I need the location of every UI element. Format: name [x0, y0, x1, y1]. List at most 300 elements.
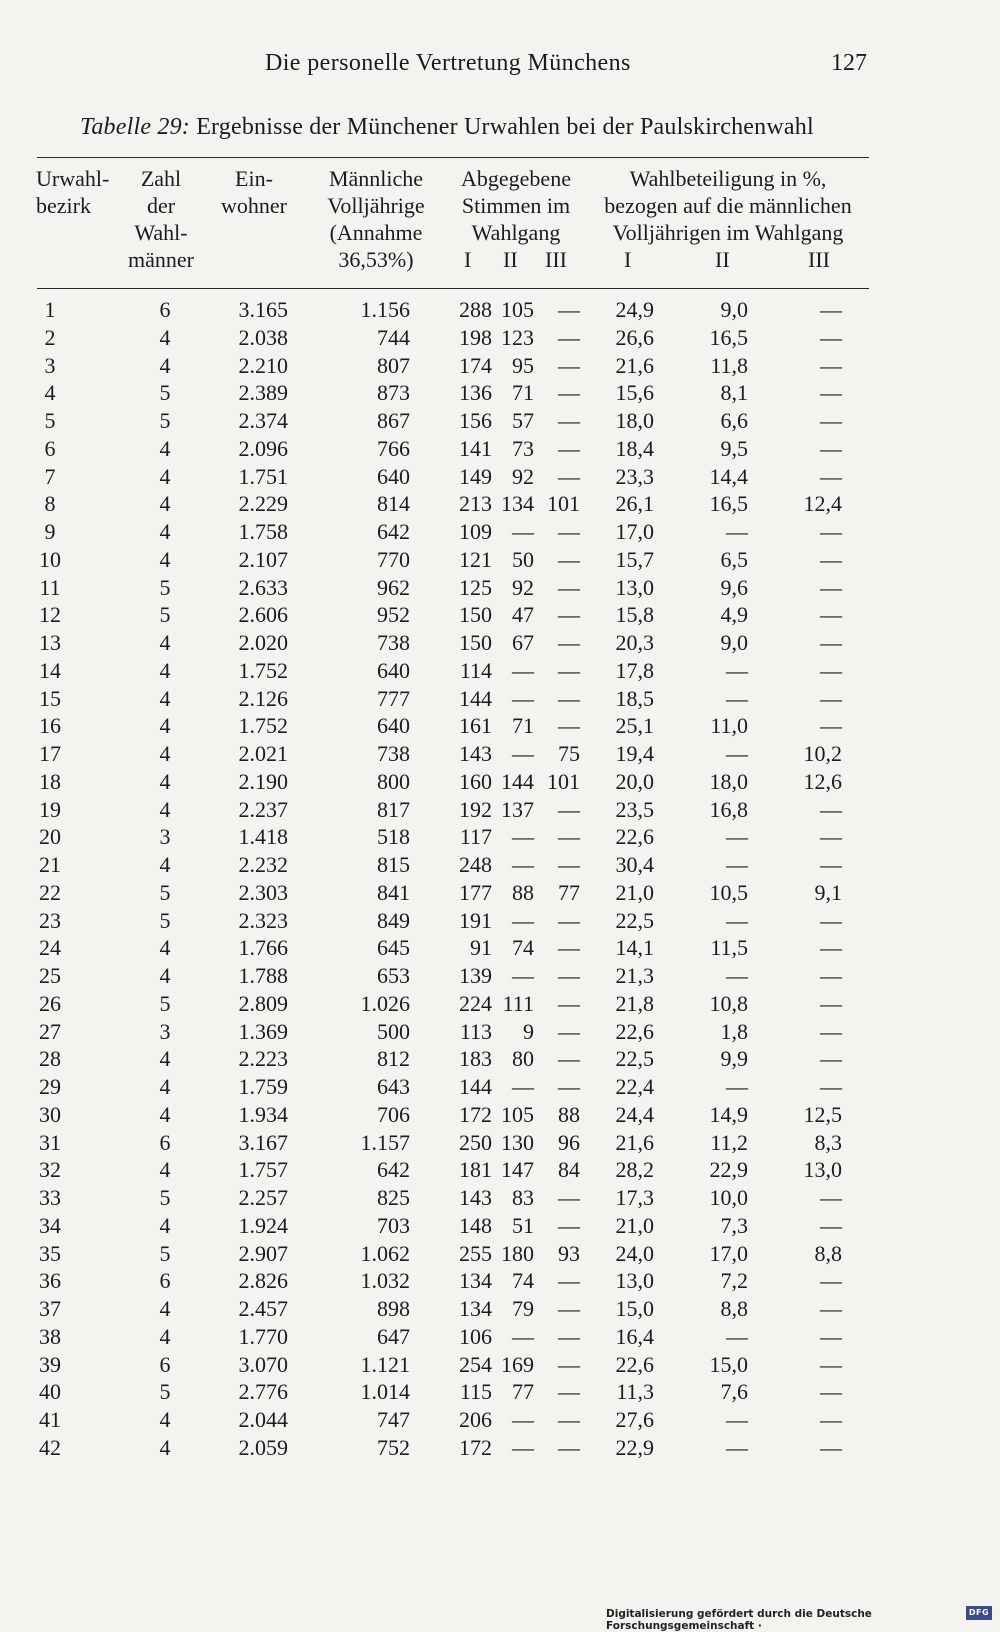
cell-zahl-wahlmaenner: 5 — [159, 602, 171, 628]
table-row — [0, 685, 1000, 713]
cell-beteiligung-iii: — — [820, 1323, 842, 1349]
cell-stimmen-i: 224 — [459, 990, 492, 1016]
cell-stimmen-i: 117 — [459, 824, 492, 850]
cell-zahl-wahlmaenner: 4 — [159, 491, 171, 517]
cell-maennliche-volljaehrige: 706 — [377, 1101, 410, 1127]
cell-stimmen-i: 141 — [459, 435, 492, 461]
cell-beteiligung-ii: — — [726, 852, 748, 877]
cell-beteiligung-iii: — — [820, 602, 842, 628]
cell-urwahlbezirk: 5 — [44, 408, 56, 433]
cell-einwohner: 2.020 — [238, 630, 288, 655]
cell-zahl-wahlmaenner: 4 — [159, 741, 171, 766]
cell-stimmen-i: 115 — [459, 1379, 492, 1405]
table-row — [0, 796, 1000, 824]
cell-zahl-wahlmaenner: 5 — [159, 1185, 171, 1210]
cell-stimmen-iii: — — [558, 602, 580, 628]
cell-maennliche-volljaehrige: 817 — [377, 796, 410, 822]
cell-urwahlbezirk: 40 — [39, 1379, 61, 1405]
cell-einwohner: 1.758 — [238, 519, 288, 544]
cell-stimmen-iii: — — [558, 352, 580, 378]
table-row — [0, 296, 1000, 324]
cell-maennliche-volljaehrige: 766 — [377, 435, 410, 461]
table-row — [0, 1212, 1000, 1240]
table-row — [0, 1267, 1000, 1295]
cell-beteiligung-iii: — — [820, 546, 842, 572]
table-row — [0, 1434, 1000, 1462]
cell-einwohner: 2.389 — [238, 380, 288, 406]
cell-einwohner: 2.374 — [238, 408, 288, 433]
table-row — [0, 851, 1000, 879]
cell-urwahlbezirk: 18 — [39, 768, 61, 794]
cell-stimmen-iii: — — [558, 685, 580, 711]
cell-urwahlbezirk: 39 — [39, 1351, 61, 1377]
cell-beteiligung-iii: 12,5 — [803, 1101, 842, 1127]
cell-beteiligung-i: 30,4 — [615, 852, 654, 877]
table-row — [0, 1018, 1000, 1046]
cell-einwohner: 1.757 — [238, 1157, 288, 1183]
cell-stimmen-iii: — — [558, 1212, 580, 1238]
header-line: bezogen auf die männlichen — [604, 193, 852, 218]
cell-beteiligung-i: 21,6 — [615, 352, 654, 378]
cell-stimmen-ii: 83 — [512, 1185, 534, 1210]
cell-beteiligung-ii: 6,5 — [720, 546, 748, 572]
cell-stimmen-iii: — — [558, 935, 580, 961]
table-row — [0, 1406, 1000, 1434]
cell-stimmen-iii: — — [558, 574, 580, 600]
cell-stimmen-iii: 84 — [558, 1157, 580, 1183]
cell-urwahlbezirk: 27 — [39, 1018, 61, 1044]
cell-beteiligung-iii: 12,6 — [803, 768, 842, 794]
cell-beteiligung-iii: 8,3 — [814, 1129, 842, 1155]
cell-stimmen-i: 192 — [459, 796, 492, 822]
cell-einwohner: 1.759 — [238, 1074, 288, 1099]
cell-stimmen-ii: — — [512, 1434, 534, 1460]
cell-urwahlbezirk: 36 — [39, 1268, 61, 1294]
cell-maennliche-volljaehrige: 807 — [377, 352, 410, 378]
cell-einwohner: 2.096 — [238, 435, 288, 461]
table-row — [0, 518, 1000, 546]
table-row — [0, 879, 1000, 907]
cell-stimmen-i: 160 — [459, 768, 492, 794]
cell-stimmen-ii: 137 — [501, 796, 534, 822]
cell-zahl-wahlmaenner: 4 — [159, 796, 171, 822]
cell-stimmen-ii: 73 — [512, 435, 534, 461]
cell-urwahlbezirk: 35 — [39, 1240, 61, 1266]
cell-stimmen-ii: 77 — [512, 1379, 534, 1405]
cell-stimmen-iii: 93 — [558, 1240, 580, 1266]
cell-zahl-wahlmaenner: 5 — [159, 1379, 171, 1405]
cell-einwohner: 2.237 — [238, 796, 288, 822]
cell-beteiligung-ii: — — [726, 824, 748, 850]
cell-beteiligung-ii: 7,3 — [720, 1212, 748, 1238]
cell-stimmen-ii: 95 — [512, 352, 534, 378]
cell-maennliche-volljaehrige: 647 — [377, 1323, 410, 1349]
cell-urwahlbezirk: 3 — [44, 352, 56, 378]
cell-beteiligung-iii: 12,4 — [803, 491, 842, 517]
cell-stimmen-iii: 101 — [547, 491, 580, 517]
cell-stimmen-i: 248 — [459, 852, 492, 877]
cell-beteiligung-i: 22,6 — [615, 824, 654, 850]
cell-beteiligung-ii: — — [726, 907, 748, 933]
cell-beteiligung-i: 15,7 — [615, 546, 654, 572]
header-maennliche-volljaehrige — [316, 165, 436, 273]
cell-stimmen-iii: — — [558, 1351, 580, 1377]
cell-maennliche-volljaehrige: 642 — [377, 519, 410, 544]
cell-einwohner: 1.770 — [238, 1323, 288, 1349]
cell-stimmen-ii: 57 — [512, 408, 534, 433]
cell-stimmen-iii: — — [558, 1434, 580, 1460]
table-row — [0, 1323, 1000, 1351]
cell-zahl-wahlmaenner: 4 — [159, 1212, 171, 1238]
table-row — [0, 1156, 1000, 1184]
cell-zahl-wahlmaenner: 4 — [159, 1407, 171, 1432]
cell-stimmen-i: 206 — [459, 1407, 492, 1432]
cell-beteiligung-i: 17,8 — [615, 657, 654, 683]
cell-urwahlbezirk: 29 — [39, 1074, 61, 1099]
cell-einwohner: 2.633 — [238, 574, 288, 600]
header-line: 36,53%) — [338, 247, 414, 272]
cell-urwahlbezirk: 16 — [39, 713, 61, 739]
cell-beteiligung-ii: 9,9 — [720, 1046, 748, 1072]
cell-einwohner: 2.809 — [238, 990, 288, 1016]
header-line: männer — [128, 247, 194, 272]
cell-maennliche-volljaehrige: 640 — [377, 713, 410, 739]
cell-zahl-wahlmaenner: 4 — [159, 1296, 171, 1321]
cell-stimmen-ii: 50 — [512, 546, 534, 572]
cell-stimmen-iii: — — [558, 1074, 580, 1099]
header-beteiligung-wahlgang-ii: II — [715, 247, 730, 272]
table-caption-label: Tabelle 29: — [80, 114, 190, 140]
cell-urwahlbezirk: 20 — [39, 824, 61, 850]
cell-stimmen-iii: — — [558, 546, 580, 572]
cell-zahl-wahlmaenner: 6 — [159, 297, 171, 322]
cell-stimmen-i: 191 — [459, 907, 492, 933]
cell-zahl-wahlmaenner: 5 — [159, 907, 171, 933]
cell-urwahlbezirk: 10 — [39, 546, 61, 572]
cell-maennliche-volljaehrige: 1.014 — [360, 1379, 410, 1405]
cell-stimmen-ii: 105 — [501, 1101, 534, 1127]
cell-maennliche-volljaehrige: 640 — [377, 657, 410, 683]
cell-maennliche-volljaehrige: 642 — [377, 1157, 410, 1183]
cell-einwohner: 3.167 — [238, 1129, 288, 1155]
cell-stimmen-ii: — — [512, 519, 534, 544]
header-zahl-wahlmaenner — [116, 165, 206, 273]
cell-maennliche-volljaehrige: 738 — [377, 630, 410, 655]
header-line: wohner — [221, 193, 287, 218]
header-abgegebene-stimmen — [448, 165, 584, 246]
cell-zahl-wahlmaenner: 5 — [159, 574, 171, 600]
cell-einwohner: 2.303 — [238, 879, 288, 905]
cell-stimmen-i: 113 — [459, 1018, 492, 1044]
table-row — [0, 574, 1000, 602]
cell-maennliche-volljaehrige: 770 — [377, 546, 410, 572]
cell-maennliche-volljaehrige: 814 — [377, 491, 410, 517]
cell-beteiligung-i: 20,0 — [615, 768, 654, 794]
cell-urwahlbezirk: 6 — [44, 435, 56, 461]
cell-beteiligung-i: 22,5 — [615, 1046, 654, 1072]
cell-stimmen-i: 144 — [459, 1074, 492, 1099]
cell-einwohner: 2.229 — [238, 491, 288, 517]
cell-stimmen-i: 150 — [459, 602, 492, 628]
cell-zahl-wahlmaenner: 4 — [159, 963, 171, 988]
cell-urwahlbezirk: 2 — [44, 324, 56, 350]
cell-maennliche-volljaehrige: 1.026 — [360, 990, 410, 1016]
cell-beteiligung-iii: — — [820, 963, 842, 988]
table-row — [0, 823, 1000, 851]
cell-stimmen-ii: 130 — [501, 1129, 534, 1155]
cell-stimmen-iii: — — [558, 1018, 580, 1044]
cell-einwohner: 2.223 — [238, 1046, 288, 1072]
header-line: Zahl — [140, 166, 182, 191]
cell-stimmen-ii: 169 — [501, 1351, 534, 1377]
cell-stimmen-iii: — — [558, 1185, 580, 1210]
cell-beteiligung-iii: — — [820, 380, 842, 406]
table-row — [0, 629, 1000, 657]
cell-stimmen-i: 134 — [459, 1268, 492, 1294]
cell-beteiligung-iii: — — [820, 1407, 842, 1432]
cell-einwohner: 1.751 — [238, 463, 288, 489]
cell-beteiligung-i: 15,0 — [615, 1296, 654, 1321]
cell-beteiligung-i: 24,0 — [615, 1240, 654, 1266]
cell-beteiligung-i: 19,4 — [615, 741, 654, 766]
cell-beteiligung-i: 15,8 — [615, 602, 654, 628]
cell-urwahlbezirk: 12 — [39, 602, 61, 628]
cell-beteiligung-ii: 10,8 — [709, 990, 748, 1016]
cell-stimmen-ii: — — [512, 1407, 534, 1432]
cell-beteiligung-ii: 11,8 — [710, 352, 748, 378]
cell-beteiligung-iii: — — [820, 990, 842, 1016]
cell-beteiligung-iii: — — [820, 852, 842, 877]
cell-stimmen-iii: — — [558, 796, 580, 822]
cell-beteiligung-ii: 10,5 — [709, 879, 748, 905]
cell-urwahlbezirk: 30 — [39, 1101, 61, 1127]
cell-maennliche-volljaehrige: 518 — [377, 824, 410, 850]
cell-stimmen-iii: — — [558, 713, 580, 739]
header-line: bezirk — [36, 193, 91, 218]
cell-beteiligung-i: 13,0 — [615, 1268, 654, 1294]
cell-zahl-wahlmaenner: 4 — [159, 546, 171, 572]
cell-beteiligung-iii: — — [820, 1212, 842, 1238]
cell-einwohner: 1.788 — [238, 963, 288, 988]
cell-einwohner: 2.107 — [238, 546, 288, 572]
cell-maennliche-volljaehrige: 500 — [377, 1018, 410, 1044]
cell-stimmen-i: 148 — [459, 1212, 492, 1238]
cell-stimmen-i: 183 — [459, 1046, 492, 1072]
cell-beteiligung-ii: — — [726, 519, 748, 544]
cell-maennliche-volljaehrige: 898 — [377, 1296, 410, 1321]
cell-stimmen-ii: 71 — [512, 713, 534, 739]
cell-urwahlbezirk: 22 — [39, 879, 61, 905]
cell-zahl-wahlmaenner: 4 — [159, 1323, 171, 1349]
cell-maennliche-volljaehrige: 744 — [377, 324, 410, 350]
cell-stimmen-iii: — — [558, 408, 580, 433]
cell-stimmen-i: 106 — [459, 1323, 492, 1349]
cell-maennliche-volljaehrige: 1.032 — [360, 1268, 410, 1294]
cell-zahl-wahlmaenner: 4 — [159, 1157, 171, 1183]
table-row — [0, 1295, 1000, 1323]
cell-einwohner: 2.826 — [238, 1268, 288, 1294]
cell-einwohner: 2.190 — [238, 768, 288, 794]
table-row — [0, 907, 1000, 935]
table-row — [0, 1184, 1000, 1212]
cell-stimmen-iii: 96 — [558, 1129, 580, 1155]
cell-beteiligung-ii: 8,8 — [720, 1296, 748, 1321]
cell-stimmen-iii: — — [558, 657, 580, 683]
cell-zahl-wahlmaenner: 3 — [159, 1018, 171, 1044]
cell-stimmen-ii: 79 — [512, 1296, 534, 1321]
cell-beteiligung-i: 21,3 — [615, 963, 654, 988]
cell-zahl-wahlmaenner: 6 — [159, 1351, 171, 1377]
cell-beteiligung-i: 22,6 — [615, 1351, 654, 1377]
cell-beteiligung-iii: 9,1 — [814, 879, 842, 905]
table-row — [0, 740, 1000, 768]
cell-beteiligung-i: 22,9 — [615, 1434, 654, 1460]
cell-maennliche-volljaehrige: 1.062 — [360, 1240, 410, 1266]
cell-stimmen-ii: 92 — [512, 463, 534, 489]
cell-beteiligung-i: 15,6 — [615, 380, 654, 406]
cell-einwohner: 1.766 — [238, 935, 288, 961]
cell-stimmen-iii: — — [558, 1379, 580, 1405]
cell-einwohner: 2.021 — [238, 741, 288, 766]
cell-stimmen-ii: 134 — [501, 491, 534, 517]
header-line: der — [146, 193, 176, 218]
cell-stimmen-i: 198 — [459, 324, 492, 350]
table-row — [0, 1101, 1000, 1129]
cell-beteiligung-ii: 1,8 — [720, 1018, 748, 1044]
cell-zahl-wahlmaenner: 4 — [159, 935, 171, 961]
cell-stimmen-i: 114 — [459, 657, 492, 683]
header-line: Wahl- — [134, 220, 188, 245]
cell-beteiligung-iii: — — [820, 713, 842, 739]
cell-beteiligung-iii: — — [820, 1074, 842, 1099]
cell-maennliche-volljaehrige: 873 — [377, 380, 410, 406]
cell-beteiligung-iii: — — [820, 1018, 842, 1044]
cell-einwohner: 2.907 — [238, 1240, 288, 1266]
cell-zahl-wahlmaenner: 6 — [159, 1129, 171, 1155]
cell-urwahlbezirk: 15 — [39, 685, 61, 711]
cell-maennliche-volljaehrige: 841 — [377, 879, 410, 905]
cell-stimmen-iii: — — [558, 1407, 580, 1432]
table-row — [0, 1045, 1000, 1073]
cell-stimmen-i: 156 — [459, 408, 492, 433]
cell-beteiligung-ii: 7,2 — [720, 1268, 748, 1294]
cell-stimmen-ii: 88 — [512, 879, 534, 905]
cell-maennliche-volljaehrige: 640 — [377, 463, 410, 489]
cell-einwohner: 2.606 — [238, 602, 288, 628]
cell-beteiligung-iii: — — [820, 1296, 842, 1321]
table-row — [0, 490, 1000, 518]
cell-einwohner: 2.323 — [238, 907, 288, 933]
cell-beteiligung-ii: — — [726, 1074, 748, 1099]
cell-stimmen-iii: 75 — [558, 741, 580, 766]
cell-beteiligung-iii: — — [820, 574, 842, 600]
cell-stimmen-i: 143 — [459, 1185, 492, 1210]
cell-beteiligung-ii: 16,8 — [709, 796, 748, 822]
cell-einwohner: 1.418 — [238, 824, 288, 850]
cell-stimmen-iii: — — [558, 463, 580, 489]
cell-urwahlbezirk: 38 — [39, 1323, 61, 1349]
table-row — [0, 1351, 1000, 1379]
cell-zahl-wahlmaenner: 4 — [159, 519, 171, 544]
cell-zahl-wahlmaenner: 4 — [159, 713, 171, 739]
cell-beteiligung-i: 21,6 — [615, 1129, 654, 1155]
cell-stimmen-i: 177 — [459, 879, 492, 905]
cell-beteiligung-iii: — — [820, 1268, 842, 1294]
cell-einwohner: 2.776 — [238, 1379, 288, 1405]
cell-beteiligung-i: 25,1 — [615, 713, 654, 739]
cell-beteiligung-ii: — — [726, 685, 748, 711]
cell-stimmen-iii: — — [558, 1046, 580, 1072]
cell-beteiligung-i: 21,0 — [615, 1212, 654, 1238]
cell-beteiligung-i: 27,6 — [615, 1407, 654, 1432]
cell-stimmen-i: 213 — [459, 491, 492, 517]
cell-beteiligung-iii: — — [820, 463, 842, 489]
header-line: (Annahme — [329, 220, 423, 245]
table-row — [0, 407, 1000, 435]
cell-beteiligung-i: 24,9 — [615, 297, 654, 322]
header-beteiligung-wahlgang-i: I — [624, 247, 632, 272]
cell-zahl-wahlmaenner: 4 — [159, 1101, 171, 1127]
cell-stimmen-ii: 80 — [512, 1046, 534, 1072]
cell-beteiligung-ii: — — [726, 963, 748, 988]
cell-stimmen-iii: — — [558, 963, 580, 988]
cell-beteiligung-iii: — — [820, 907, 842, 933]
cell-stimmen-ii: 123 — [501, 324, 534, 350]
cell-zahl-wahlmaenner: 4 — [159, 657, 171, 683]
cell-stimmen-i: 255 — [459, 1240, 492, 1266]
cell-zahl-wahlmaenner: 4 — [159, 630, 171, 655]
cell-einwohner: 1.924 — [238, 1212, 288, 1238]
cell-zahl-wahlmaenner: 5 — [159, 380, 171, 406]
cell-stimmen-ii: 51 — [512, 1212, 534, 1238]
cell-stimmen-i: 149 — [459, 463, 492, 489]
cell-einwohner: 2.126 — [238, 685, 288, 711]
cell-urwahlbezirk: 9 — [44, 519, 56, 544]
cell-stimmen-iii: — — [558, 907, 580, 933]
cell-beteiligung-iii: — — [820, 1046, 842, 1072]
cell-beteiligung-i: 17,0 — [615, 519, 654, 544]
cell-maennliche-volljaehrige: 738 — [377, 741, 410, 766]
dfg-logo: DFG — [966, 1606, 992, 1620]
cell-maennliche-volljaehrige: 825 — [377, 1185, 410, 1210]
cell-beteiligung-ii: — — [726, 657, 748, 683]
header-einwohner — [212, 165, 296, 219]
cell-stimmen-ii: — — [512, 824, 534, 850]
cell-urwahlbezirk: 19 — [39, 796, 61, 822]
cell-urwahlbezirk: 31 — [39, 1129, 61, 1155]
header-wahlbeteiligung — [588, 165, 868, 246]
cell-maennliche-volljaehrige: 777 — [377, 685, 410, 711]
cell-stimmen-iii: — — [558, 380, 580, 406]
table-row — [0, 1073, 1000, 1101]
table-row — [0, 324, 1000, 352]
cell-beteiligung-iii: — — [820, 824, 842, 850]
cell-beteiligung-ii: 9,0 — [720, 297, 748, 322]
cell-beteiligung-ii: 9,5 — [720, 435, 748, 461]
cell-zahl-wahlmaenner: 5 — [159, 408, 171, 433]
table-row — [0, 657, 1000, 685]
cell-stimmen-iii: — — [558, 852, 580, 877]
cell-urwahlbezirk: 14 — [39, 657, 61, 683]
cell-beteiligung-ii: 11,5 — [710, 935, 748, 961]
cell-beteiligung-iii: — — [820, 935, 842, 961]
cell-stimmen-iii: — — [558, 1323, 580, 1349]
cell-stimmen-ii: 47 — [512, 602, 534, 628]
cell-zahl-wahlmaenner: 4 — [159, 685, 171, 711]
cell-zahl-wahlmaenner: 4 — [159, 768, 171, 794]
cell-urwahlbezirk: 33 — [39, 1185, 61, 1210]
cell-urwahlbezirk: 21 — [39, 852, 61, 877]
